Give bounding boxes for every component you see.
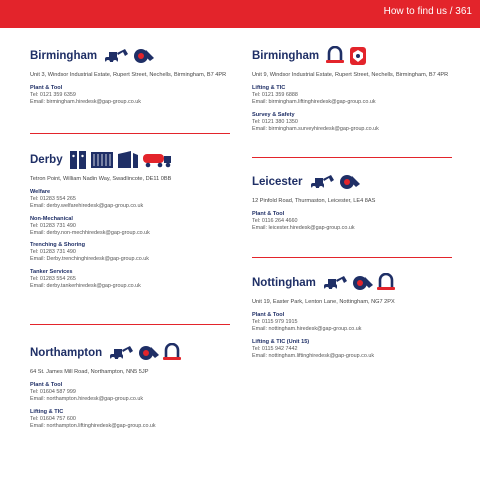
page-header-bar (0, 0, 480, 28)
service-phone: Tel: 01283 554 265 (30, 196, 76, 203)
service-email[interactable]: Email: northampton.hiredesk@gap-group.co.uk (30, 396, 144, 402)
location-name: Birmingham (30, 50, 98, 62)
service-phone: Tel: 01283 731 490 (30, 249, 76, 256)
location-name: Leicester (252, 176, 303, 188)
service-group (252, 211, 457, 232)
service-email[interactable]: Email: nottingham.hiredesk@gap-group.co.uk (252, 326, 362, 332)
service-phone: Tel: 0121 359 6888 (252, 92, 298, 99)
service-email[interactable]: Email: birmingham.surveyhiredesk@gap-group.co.uk (252, 125, 379, 132)
service-title: Tanker Services (30, 268, 73, 275)
location-northampton (30, 341, 235, 429)
service-icons (108, 343, 182, 363)
safety-badge-icon (348, 46, 368, 66)
service-icons (103, 46, 154, 66)
location-address: Tetron Point, William Nadin Way, Swadlincote, DE11 0BB (30, 176, 172, 182)
location-nottingham (252, 271, 457, 359)
service-title: Plant & Tool (252, 211, 285, 218)
service-email[interactable]: Email: derby.non-mechhiredesk@gap-group.co.uk (30, 229, 150, 236)
shackle-icon (325, 46, 345, 66)
section-divider (252, 157, 452, 158)
section-divider (30, 133, 230, 134)
service-group (30, 382, 235, 403)
location-address: Unit 3, Windsor Industrial Estate, Rupert Street, Nechells, Birmingham, B7 4PR (30, 72, 227, 78)
location-derby (30, 148, 235, 290)
service-email[interactable]: Email: derby.tankerhiredesk@gap-group.co.uk (30, 282, 141, 289)
service-phone: Tel: 0121 380 1350 (252, 118, 298, 125)
service-title: Lifting & TIC (30, 408, 64, 415)
location-name: Nottingham (252, 277, 316, 289)
section-divider (30, 324, 230, 325)
excavator-icon (103, 46, 129, 66)
service-email[interactable]: Email: northampton.liftinghiredesk@gap-group.co.uk (30, 422, 156, 429)
service-group (252, 85, 457, 106)
location-address: Unit 9, Windsor Industrial Estate, Rupert Street, Nechells, Birmingham, B7 4PR (252, 72, 449, 78)
service-icons (325, 46, 368, 66)
service-phone: Tel: 0121 359 6359 (30, 92, 76, 99)
excavator-icon (309, 172, 335, 192)
location-name: Northampton (30, 347, 103, 359)
service-group (30, 242, 235, 263)
service-phone: Tel: 01604 757 600 (30, 415, 76, 422)
service-email[interactable]: Email: birmingham.liftinghiredesk@gap-group.co.uk (252, 99, 376, 105)
section-divider (252, 257, 452, 258)
location-birmingham-plant (30, 44, 235, 106)
toilet-unit-icon (69, 150, 87, 170)
location-heading (252, 44, 457, 68)
location-heading (30, 341, 235, 365)
service-title: Survey & Safety (252, 111, 295, 118)
location-leicester (252, 170, 457, 232)
location-address: Unit 19, Easter Park, Lenton Lane, Nottingham, NG7 2PX (252, 299, 395, 305)
service-title: Plant & Tool (30, 382, 63, 389)
location-heading (30, 148, 235, 172)
service-phone: Tel: 01283 731 490 (30, 222, 76, 229)
trench-panel-icon (117, 150, 139, 170)
service-phone: Tel: 0116 264 4660 (252, 218, 298, 225)
service-email[interactable]: Email: derby.welfarehiredesk@gap-group.co.uk (30, 203, 144, 209)
service-title: Lifting & TIC (Unit 15) (252, 338, 310, 345)
saw-icon (338, 172, 360, 192)
excavator-icon (322, 273, 348, 293)
service-group (252, 339, 457, 360)
service-email[interactable]: Email: Derby.trenchinghiredesk@gap-group.co.uk (30, 256, 149, 263)
service-title: Non-Mechanical (30, 215, 73, 222)
service-email[interactable]: Email: nottingham.liftinghiredesk@gap-group.co.uk (252, 352, 375, 359)
service-title: Plant & Tool (252, 312, 285, 319)
location-name: Birmingham (252, 50, 320, 62)
saw-icon (351, 273, 373, 293)
service-title: Welfare (30, 189, 51, 196)
service-icons (69, 150, 172, 170)
service-group (252, 112, 457, 133)
saw-icon (132, 46, 154, 66)
excavator-icon (108, 343, 134, 363)
location-heading (30, 44, 235, 68)
location-heading (252, 271, 457, 295)
service-title: Plant & Tool (30, 85, 63, 92)
service-group (252, 312, 457, 333)
location-heading (252, 170, 457, 194)
service-icons (322, 273, 396, 293)
service-email[interactable]: Email: leicester.hiredesk@gap-group.co.uk (252, 225, 355, 231)
tanker-icon (142, 150, 172, 170)
service-phone: Tel: 01604 587 999 (30, 389, 76, 396)
location-address: 12 Pinfold Road, Thurmaston, Leicester, LE4 8AS (252, 198, 376, 204)
service-phone: Tel: 0115 979 1915 (252, 319, 298, 326)
service-email[interactable]: Email: birmingham.hiredesk@gap-group.co.uk (30, 99, 141, 105)
service-title: Trenching & Shoring (30, 242, 86, 249)
page-title: How to find us / 361 (383, 6, 472, 17)
service-title: Lifting & TIC (252, 85, 286, 92)
saw-icon (137, 343, 159, 363)
service-phone: Tel: 01283 554 265 (30, 275, 76, 282)
location-name: Derby (30, 154, 63, 166)
shackle-icon (162, 343, 182, 363)
service-phone: Tel: 0115 942 7442 (252, 345, 298, 352)
location-address: 64 St. James Mill Road, Northampton, NN5 5JP (30, 369, 149, 375)
service-icons (309, 172, 360, 192)
location-birmingham-lifting (252, 44, 457, 132)
welfare-cabin-icon (90, 150, 114, 170)
shackle-icon (376, 273, 396, 293)
service-group (30, 269, 235, 290)
service-group (30, 85, 235, 106)
service-group (30, 189, 235, 210)
service-group (30, 216, 235, 237)
service-group (30, 409, 235, 430)
